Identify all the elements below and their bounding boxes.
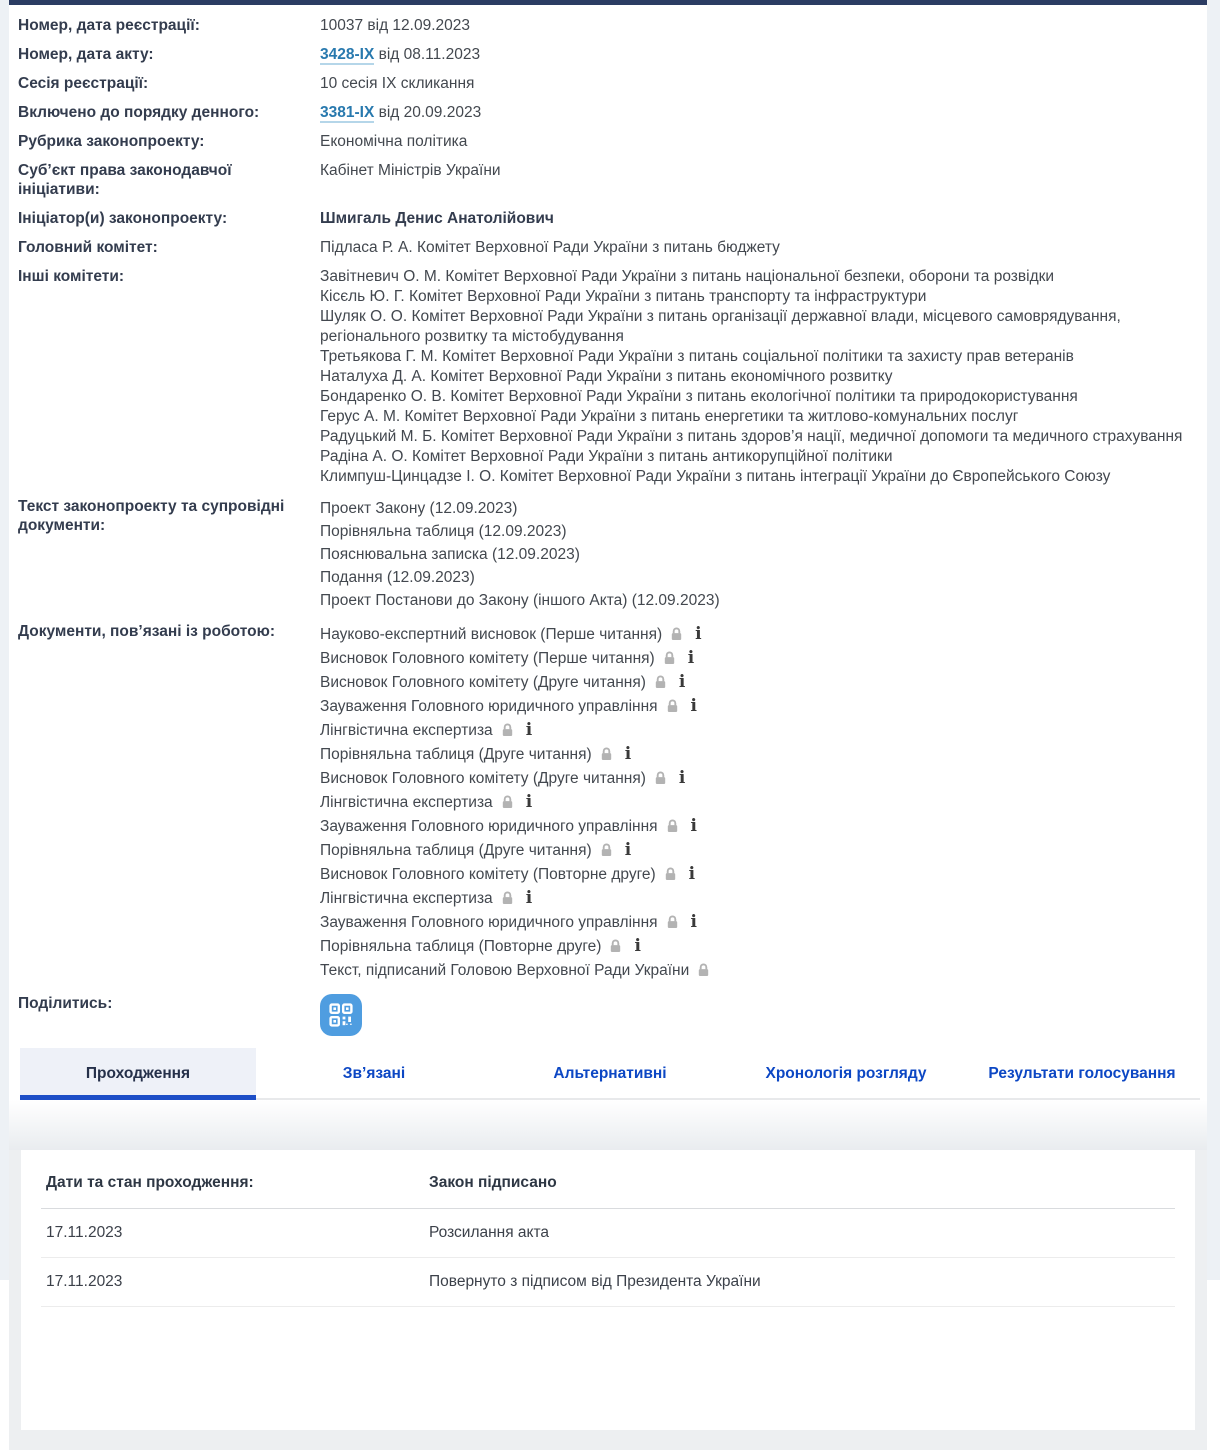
- document-link[interactable]: Проект Закону (12.09.2023): [320, 500, 518, 517]
- page-left-margin: [0, 0, 9, 1280]
- info-icon[interactable]: [634, 938, 640, 955]
- qr-code-icon: [329, 1003, 353, 1027]
- field-label: Сесія реєстрації:: [18, 75, 149, 92]
- field-label: Рубрика законопроекту:: [18, 133, 205, 150]
- related-document-item: [320, 694, 1200, 718]
- related-document-link[interactable]: Висновок Головного комітету (Повторне друге): [320, 865, 656, 883]
- field-row-act: [18, 40, 1200, 69]
- document-link[interactable]: Пояснювальна записка (12.09.2023): [320, 546, 580, 563]
- column-header-status: Закон підписано: [429, 1174, 557, 1191]
- passage-table-header: [41, 1152, 1175, 1209]
- info-icon[interactable]: [679, 770, 685, 787]
- row-date: 17.11.2023: [46, 1273, 123, 1290]
- related-document-link[interactable]: Текст, підписаний Головою Верховної Ради України: [320, 961, 690, 979]
- lock-icon: [665, 818, 680, 834]
- field-row-initiator: [18, 204, 1200, 233]
- info-icon[interactable]: [695, 626, 701, 643]
- document-list: [320, 497, 1200, 612]
- field-row-share: [18, 987, 1200, 1040]
- field-label: Номер, дата реєстрації:: [18, 17, 200, 34]
- committee-item: Третьякова Г. М. Комітет Верховної Ради України з питань соціальної політики та захисту прав ветеранів: [320, 348, 1074, 365]
- field-row-registration: [18, 11, 1200, 40]
- committee-item: Герус А. М. Комітет Верховної Ради України з питань енергетики та житлово-комунальних послуг: [320, 408, 1019, 425]
- lock-icon: [696, 962, 711, 978]
- info-icon[interactable]: [625, 842, 631, 859]
- committee-item: Радуцький М. Б. Комітет Верховної Ради України з питань здоров’я нації, медичної допомоги та медичного страхування: [320, 428, 1183, 445]
- info-icon[interactable]: [688, 650, 694, 667]
- field-row-related-documents: [18, 617, 1200, 987]
- related-document-item: [320, 910, 1200, 934]
- related-document-item: [320, 886, 1200, 910]
- row-status: Розсилання акта: [429, 1224, 550, 1241]
- table-row: [41, 1258, 1175, 1307]
- related-document-item: [320, 622, 1200, 646]
- passage-card: [21, 1150, 1195, 1430]
- committee-list: [320, 267, 1200, 487]
- lock-icon: [500, 890, 515, 906]
- related-document-item: [320, 934, 1200, 958]
- tab-bar: [20, 1048, 1200, 1100]
- column-header-dates: Дати та стан проходження:: [46, 1174, 254, 1191]
- related-document-item: [320, 838, 1200, 862]
- field-label: Поділитись:: [18, 995, 113, 1012]
- related-document-link[interactable]: Висновок Головного комітету (Друге читання): [320, 769, 646, 787]
- field-row-session: [18, 69, 1200, 98]
- field-row-documents: [18, 492, 1200, 617]
- tab-alternatives[interactable]: Альтернативні: [553, 1065, 667, 1082]
- lock-icon: [500, 722, 515, 738]
- lock-icon: [665, 914, 680, 930]
- info-icon[interactable]: [526, 722, 532, 739]
- tab-voting-results[interactable]: Результати голосування: [988, 1065, 1176, 1082]
- field-label: Головний комітет:: [18, 239, 158, 256]
- field-label: Документи, пов’язані із роботою:: [18, 623, 276, 640]
- lock-icon: [662, 650, 677, 666]
- lock-icon: [653, 674, 668, 690]
- related-document-item: [320, 742, 1200, 766]
- related-document-link[interactable]: Зауваження Головного юридичного управління: [320, 697, 658, 715]
- table-row: [41, 1209, 1175, 1258]
- related-document-link[interactable]: Лінгвістична експертиза: [320, 889, 493, 907]
- field-label: Суб’єкт права законодавчої ініціативи:: [18, 162, 232, 198]
- field-label: Включено до порядку денного:: [18, 104, 260, 121]
- lock-icon: [608, 938, 623, 954]
- field-value: Економічна політика: [320, 133, 468, 150]
- row-date: 17.11.2023: [46, 1224, 123, 1241]
- passage-panel: [9, 1150, 1207, 1450]
- related-document-link[interactable]: Порівняльна таблиця (Друге читання): [320, 841, 592, 859]
- row-status: Повернуто з підписом від Президента України: [429, 1273, 761, 1290]
- related-document-link[interactable]: Порівняльна таблиця (Повторне друге): [320, 937, 602, 955]
- committee-item: Кісєль Ю. Г. Комітет Верховної Ради України з питань транспорту та інфраструктури: [320, 288, 927, 305]
- related-document-item: [320, 862, 1200, 886]
- lock-icon: [669, 626, 684, 642]
- field-value: [320, 103, 1200, 122]
- lock-icon: [653, 770, 668, 786]
- related-document-link[interactable]: Висновок Головного комітету (Друге читання): [320, 673, 646, 691]
- related-document-item: [320, 790, 1200, 814]
- field-value: [320, 45, 1200, 64]
- initiator-link[interactable]: Шмигаль Денис Анатолійович: [320, 210, 554, 227]
- bill-details: [0, 5, 1220, 1040]
- page-right-margin: [1207, 0, 1220, 1280]
- document-link[interactable]: Проект Постанови до Закону (іншого Акта) (12.09.2023): [320, 592, 720, 609]
- field-label: Ініціатор(и) законопроекту:: [18, 210, 228, 227]
- document-link[interactable]: Подання (12.09.2023): [320, 569, 475, 586]
- related-document-link[interactable]: Науково-експертний висновок (Перше читання): [320, 625, 663, 643]
- info-icon[interactable]: [679, 674, 685, 691]
- lock-icon: [665, 698, 680, 714]
- related-document-item: [320, 766, 1200, 790]
- field-row-other-committees: [18, 262, 1200, 492]
- related-document-link[interactable]: Лінгвістична експертиза: [320, 793, 493, 811]
- field-label: Номер, дата акту:: [18, 46, 154, 63]
- share-qr-button[interactable]: [320, 994, 362, 1036]
- related-document-item: [320, 670, 1200, 694]
- committee-item: Радіна А. О. Комітет Верховної Ради України з питань антикорупційної політики: [320, 448, 893, 465]
- field-value: Підласа Р. А. Комітет Верховної Ради України з питань бюджету: [320, 239, 780, 256]
- field-row-subject: [18, 156, 1200, 204]
- field-label: Текст законопроекту та супровідні документи:: [18, 498, 285, 534]
- info-icon[interactable]: [691, 698, 697, 715]
- related-document-item: [320, 958, 1200, 982]
- related-document-list: [320, 622, 1200, 982]
- info-icon[interactable]: [625, 746, 631, 763]
- field-value: Кабінет Міністрів України: [320, 162, 501, 179]
- field-row-rubric: [18, 127, 1200, 156]
- agenda-date-text: від 20.09.2023: [378, 104, 482, 121]
- document-link[interactable]: Порівняльна таблиця (12.09.2023): [320, 523, 567, 540]
- committee-item: Бондаренко О. В. Комітет Верховної Ради України з питань екологічної політики та природокористування: [320, 388, 1078, 405]
- lock-icon: [500, 794, 515, 810]
- tab-related[interactable]: Зв’язані: [342, 1065, 406, 1082]
- tab-chronology[interactable]: Хронологія розгляду: [765, 1065, 927, 1082]
- info-icon[interactable]: [526, 890, 532, 907]
- field-value: 10037 від 12.09.2023: [320, 17, 471, 34]
- tab-passage[interactable]: Проходження: [20, 1048, 256, 1100]
- field-label: Інші комітети:: [18, 268, 125, 285]
- committee-item: Наталуха Д. А. Комітет Верховної Ради України з питань економічного розвитку: [320, 368, 893, 385]
- related-document-link[interactable]: Лінгвістична експертиза: [320, 721, 493, 739]
- related-document-item: [320, 646, 1200, 670]
- field-value: 10 сесія IX скликання: [320, 75, 475, 92]
- committee-item: Климпуш-Цинцадзе І. О. Комітет Верховної Ради України з питань інтеграції України до Європейського Союзу: [320, 468, 1111, 485]
- info-icon[interactable]: [691, 818, 697, 835]
- committee-item: Шуляк О. О. Комітет Верховної Ради України з питань організації державної влади, місцевого самоврядування, регіонального розвитку та містобудування: [320, 308, 1121, 345]
- related-document-link[interactable]: Зауваження Головного юридичного управління: [320, 913, 658, 931]
- field-row-agenda: [18, 98, 1200, 127]
- committee-item: Завітневич О. М. Комітет Верховної Ради України з питань національної безпеки, оборони та розвідки: [320, 268, 1055, 285]
- agenda-number-link[interactable]: 3381-IX: [320, 104, 375, 121]
- act-date-text: від 08.11.2023: [378, 46, 481, 63]
- related-document-item: [320, 814, 1200, 838]
- info-icon[interactable]: [689, 866, 695, 883]
- related-document-item: [320, 718, 1200, 742]
- info-icon[interactable]: [526, 794, 532, 811]
- related-document-link[interactable]: Висновок Головного комітету (Перше читання): [320, 649, 655, 667]
- related-document-link[interactable]: Порівняльна таблиця (Друге читання): [320, 745, 592, 763]
- info-icon[interactable]: [691, 914, 697, 931]
- lock-icon: [663, 866, 678, 882]
- lock-icon: [599, 746, 614, 762]
- tab-panel-gradient: [9, 1100, 1207, 1150]
- field-row-main-committee: [18, 233, 1200, 262]
- related-document-link[interactable]: Зауваження Головного юридичного управління: [320, 817, 658, 835]
- act-number-link[interactable]: 3428-IX: [320, 46, 375, 63]
- lock-icon: [599, 842, 614, 858]
